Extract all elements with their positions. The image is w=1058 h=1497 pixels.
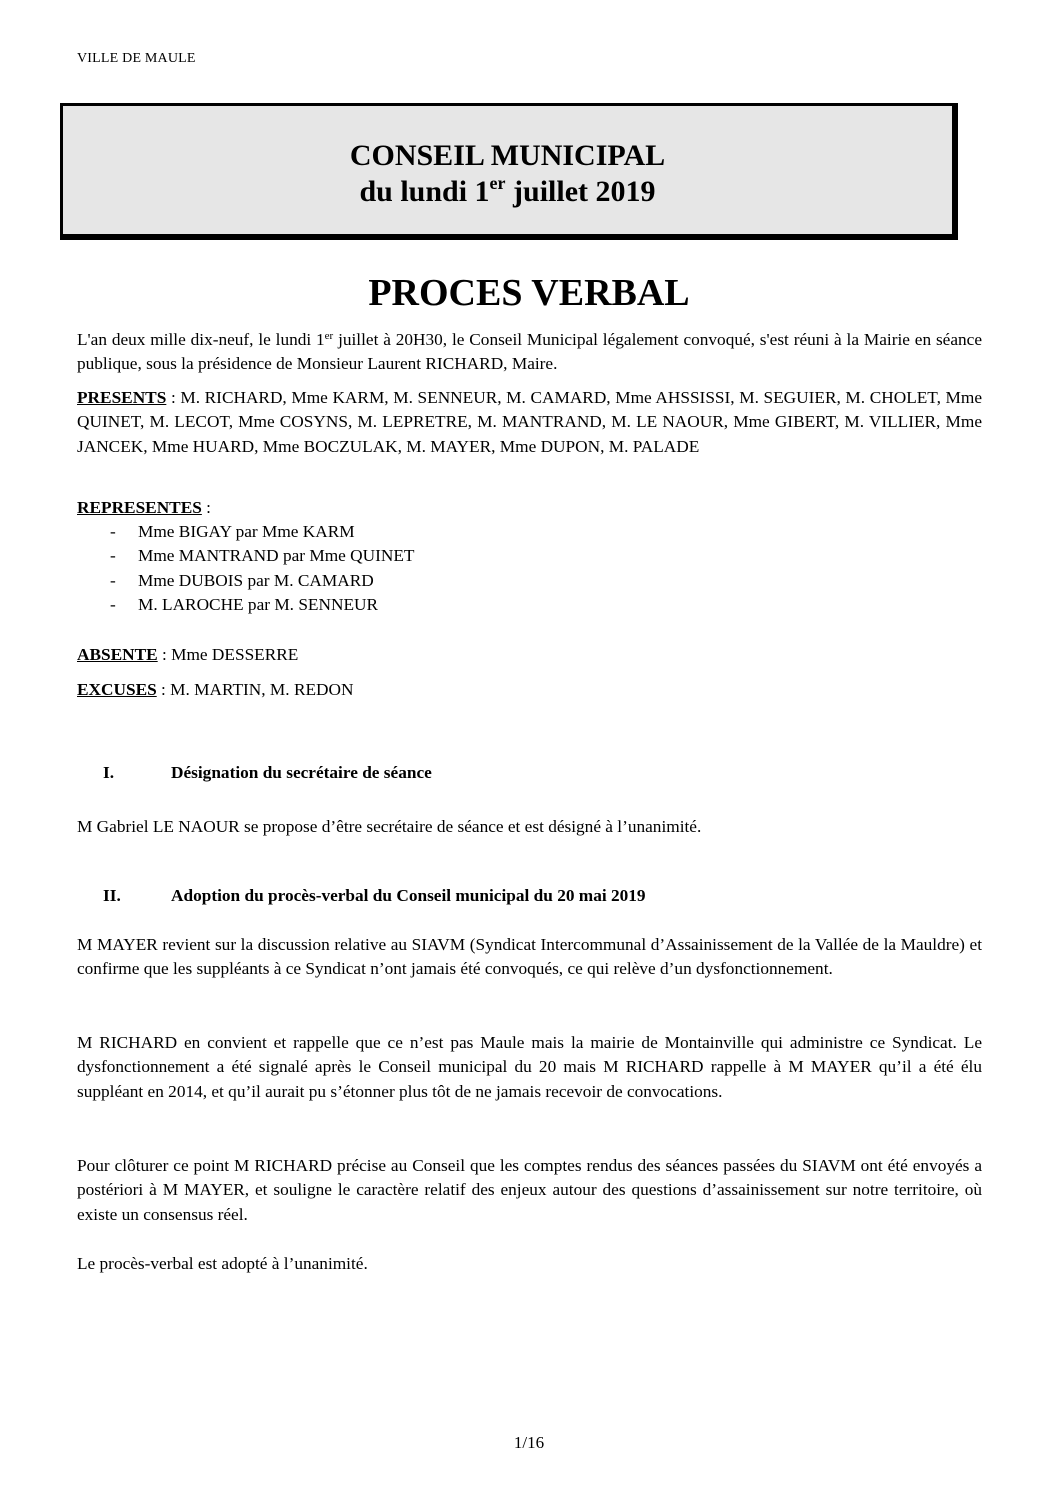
council-title: CONSEIL MUNICIPAL [349,139,666,172]
presents-paragraph [77,386,982,459]
section-title: Désignation du secrétaire de séance [171,763,432,782]
town-name: VILLE DE MAULE [77,51,196,66]
section-number: II. [103,886,121,905]
presents-list: M. RICHARD, Mme KARM, M. SENNEUR, M. CAMARD, Mme AHSSISSI, M. SEGUIER, M. CHOLET, Mme QUINET, M. LECOT, Mme COSYNS, M. LEPRETRE, M. MANTRAND, M. LE NAOUR, Mme GIBERT, M. VILLIER, Mme JANCEK, Mme HUARD, Mme BOCZULAK, M. MAYER, Mme DUPON, M. PALADE [77,388,982,456]
meeting-date-post: juillet 2019 [505,175,656,208]
section-2-paragraph: M MAYER revient sur la discussion relative au SIAVM (Syndicat Intercommunal d’Assainissement de la Vallée de la Mauldre) et confirme que les suppléants à ce Syndicat n’ont jamais été convoqués, ce qui relève d’un dysfonctionnement. [77,935,982,979]
excuses-line [77,678,982,702]
section-2-paragraph: M RICHARD en convient et rappelle que ce n’est pas Maule mais la mairie de Montainville qui administre ce Syndicat. Le dysfonctionnement a été signalé après le Conseil municipal du 20 mais M RICHARD rappelle à M MAYER qu’il a été élu suppléant en 2014, et qu’il aurait pu s’étonner plus tôt de ne jamais recevoir de convocations. [77,1033,982,1101]
excuses-text: : M. MARTIN, M. REDON [156,680,354,699]
section-number: I. [103,763,115,782]
representes-label: REPRESENTES [77,498,202,517]
list-item: - M. LAROCHE par M. SENNEUR [110,594,379,614]
section-2-paragraph: Le procès-verbal est adopté à l’unanimité. [77,1254,368,1273]
presents-label: PRESENTS [77,388,167,407]
intro-pre: L'an deux mille dix-neuf, le lundi 1 [77,330,325,349]
meeting-date-sup: er [489,173,506,193]
page-number: 1/16 [513,1433,545,1452]
representes-item: M. LAROCHE par M. SENNEUR [138,594,379,614]
section-2-paragraph: Pour clôturer ce point M RICHARD précise au Conseil que les comptes rendus des séances passées du SIAVM ont été envoyés a postériori à M MAYER, et souligne le caractère relatif des enjeux autour des questions d’assainissement sur notre territoire, où existe un consensus réel. [77,1156,982,1224]
page-title: PROCES VERBAL [368,272,690,314]
section-title: Adoption du procès-verbal du Conseil municipal du 20 mai 2019 [171,886,646,905]
representes-sep: : [201,498,211,517]
representes-item: Mme MANTRAND par Mme QUINET [138,546,415,566]
section-heading-1 [103,763,432,783]
meeting-date-pre: du lundi 1 [359,175,490,208]
representes-item: Mme DUBOIS par M. CAMARD [138,570,374,590]
list-item: - Mme DUBOIS par M. CAMARD [110,570,374,590]
absente-label: ABSENTE [77,645,158,664]
representes-heading [77,496,982,520]
section-1-paragraph: M Gabriel LE NAOUR se propose d’être secrétaire de séance et est désigné à l’unanimité. [77,817,702,836]
absente-text: : Mme DESSERRE [157,645,299,664]
excuses-label: EXCUSES [77,680,157,699]
presents-sep: : [166,388,181,407]
intro-paragraph [77,328,982,377]
intro-post: juillet à 20H30, le Conseil Municipal légalement convoqué, s'est réuni à la Mairie en séance publique, sous la présidence de Monsieur Laurent RICHARD, Maire. [77,330,982,374]
intro-sup: er [324,330,334,342]
representes-item: Mme BIGAY par Mme KARM [138,522,355,541]
list-item: - Mme MANTRAND par Mme QUINET [110,546,415,566]
list-item: - Mme BIGAY par Mme KARM [110,522,355,541]
absente-line [77,643,982,667]
title-box [60,103,958,240]
representes-list [110,520,414,617]
meeting-date [63,173,952,211]
section-heading-2 [103,886,646,906]
